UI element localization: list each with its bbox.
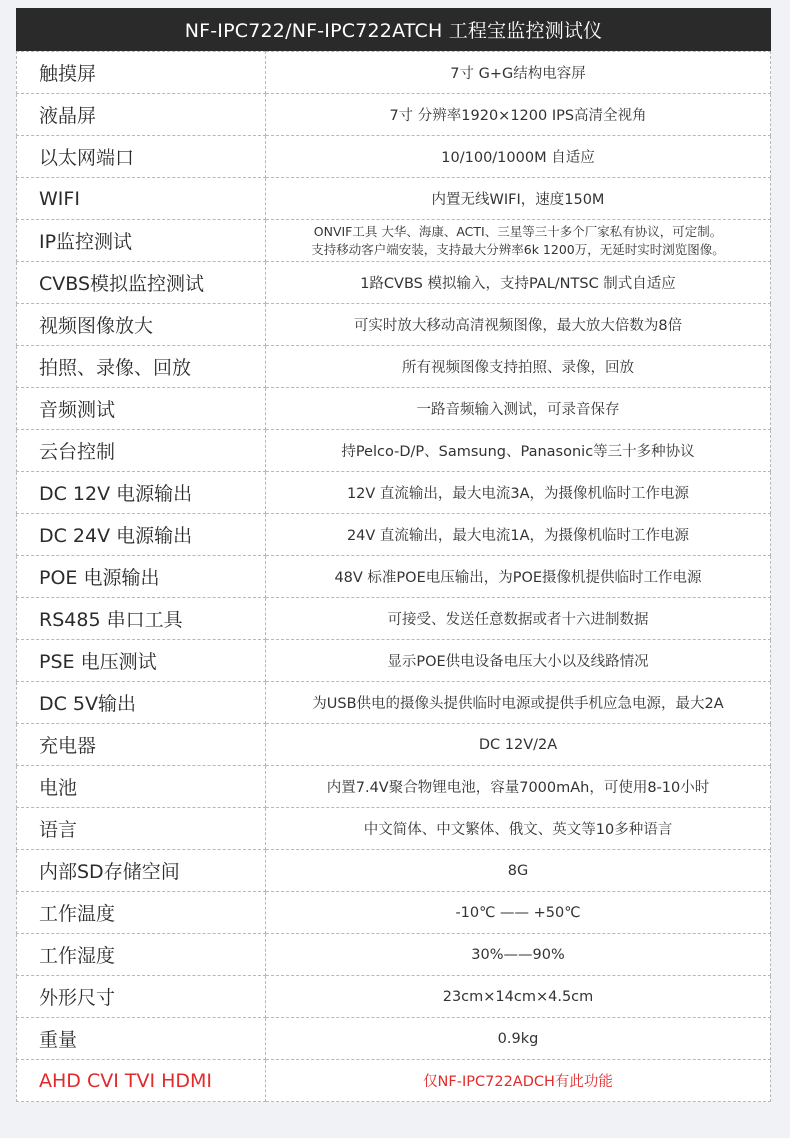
spec-sheet [16,8,771,1102]
spec-label: 音频测试 [17,388,266,430]
spec-value: DC 12V/2A [266,724,771,766]
table-row [17,640,771,682]
spec-value: 中文简体、中文繁体、俄文、英文等10多种语言 [266,808,771,850]
spec-label: AHD CVI TVI HDMI [17,1060,266,1102]
spec-label: RS485 串口工具 [17,598,266,640]
table-row [17,178,771,220]
spec-value: 30%——90% [266,934,771,976]
spec-value: 所有视频图像支持拍照、录像，回放 [266,346,771,388]
spec-value: 8G [266,850,771,892]
table-row [17,304,771,346]
table-row [17,1018,771,1060]
spec-value: 0.9kg [266,1018,771,1060]
spec-value: 23cm×14cm×4.5cm [266,976,771,1018]
table-row [17,934,771,976]
table-row-highlight [17,1060,771,1102]
table-row [17,766,771,808]
table-row [17,892,771,934]
spec-label: 以太网端口 [17,136,266,178]
spec-value: 可接受、发送任意数据或者十六进制数据 [266,598,771,640]
spec-label: DC 12V 电源输出 [17,472,266,514]
spec-value: 为USB供电的摄像头提供临时电源或提供手机应急电源，最大2A [266,682,771,724]
spec-value: 1路CVBS 模拟输入，支持PAL/NTSC 制式自适应 [266,262,771,304]
spec-label: IP监控测试 [17,220,266,262]
spec-value: 仅NF-IPC722ADCH有此功能 [266,1060,771,1102]
spec-label: 语言 [17,808,266,850]
table-row [17,514,771,556]
spec-label: 云台控制 [17,430,266,472]
spec-value: 持Pelco-D/P、Samsung、Panasonic等三十多种协议 [266,430,771,472]
spec-label: POE 电源输出 [17,556,266,598]
spec-table [16,51,771,1102]
page-title: NF-IPC722/NF-IPC722ATCH 工程宝监控测试仪 [16,8,771,51]
spec-value: 内置无线WIFI，速度150M [266,178,771,220]
table-row [17,472,771,514]
table-row [17,346,771,388]
spec-label: 工作湿度 [17,934,266,976]
table-row [17,850,771,892]
table-row [17,682,771,724]
spec-value: 12V 直流输出，最大电流3A，为摄像机临时工作电源 [266,472,771,514]
table-row [17,556,771,598]
table-row [17,430,771,472]
spec-label: 视频图像放大 [17,304,266,346]
spec-label: 内部SD存储空间 [17,850,266,892]
spec-value: 24V 直流输出，最大电流1A，为摄像机临时工作电源 [266,514,771,556]
table-row [17,262,771,304]
spec-label: 充电器 [17,724,266,766]
spec-label: 工作温度 [17,892,266,934]
spec-label: 液晶屏 [17,94,266,136]
spec-label: DC 24V 电源输出 [17,514,266,556]
table-row [17,976,771,1018]
spec-value: 7寸 分辨率1920×1200 IPS高清全视角 [266,94,771,136]
table-row [17,808,771,850]
spec-value: 内置7.4V聚合物锂电池，容量7000mAh，可使用8-10小时 [266,766,771,808]
table-row [17,94,771,136]
spec-label: PSE 电压测试 [17,640,266,682]
spec-value: 可实时放大移动高清视频图像，最大放大倍数为8倍 [266,304,771,346]
table-row [17,220,771,262]
spec-value: 48V 标准POE电压输出，为POE摄像机提供临时工作电源 [266,556,771,598]
table-row [17,388,771,430]
spec-value: 显示POE供电设备电压大小以及线路情况 [266,640,771,682]
table-row [17,52,771,94]
spec-value: -10℃ —— +50℃ [266,892,771,934]
spec-value-line: 支持移动客户端安装，支持最大分辨率6k 1200万，无延时实时浏览图像。 [311,241,725,257]
table-row [17,136,771,178]
spec-value: 一路音频输入测试，可录音保存 [266,388,771,430]
spec-label: WIFI [17,178,266,220]
spec-label: DC 5V输出 [17,682,266,724]
spec-label: 重量 [17,1018,266,1060]
spec-label: 电池 [17,766,266,808]
spec-value-line: ONVIF工具 大华、海康、ACTI、三星等三十多个厂家私有协议，可定制。 [313,223,723,239]
spec-label: 外形尺寸 [17,976,266,1018]
spec-value: 7寸 G+G结构电容屏 [266,52,771,94]
table-row [17,724,771,766]
spec-label: 触摸屏 [17,52,266,94]
spec-value [266,220,771,262]
table-row [17,598,771,640]
spec-value: 10/100/1000M 自适应 [266,136,771,178]
spec-label: CVBS模拟监控测试 [17,262,266,304]
spec-label: 拍照、录像、回放 [17,346,266,388]
